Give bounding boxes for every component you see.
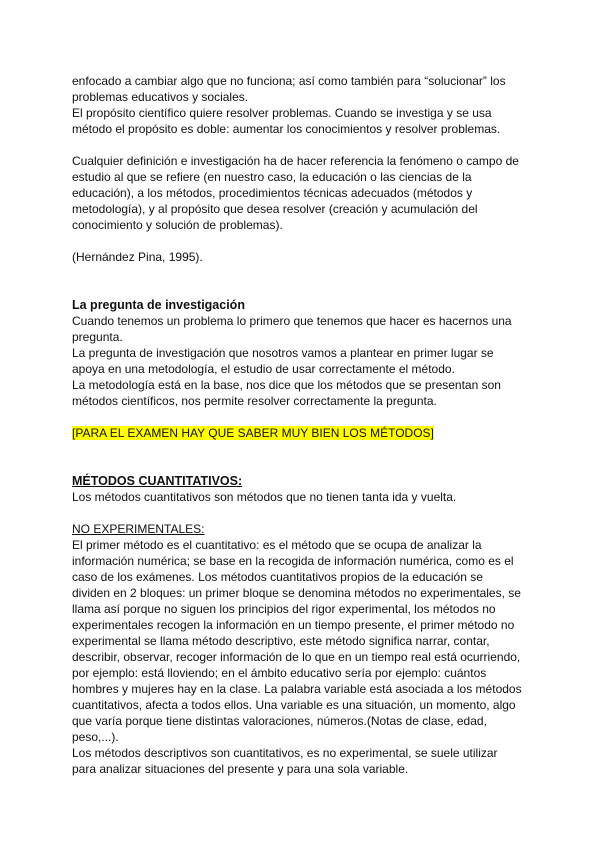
paragraph-proposito: enfocado a cambiar algo que no funciona; así como también para “solucionar” los problemas educativos y sociales. El propósito científico quiere resolver problemas. Cuando se investiga y se usa método el propósito es doble: aumentar los conocimientos y resolver problemas. [72, 74, 506, 136]
paragraph-no-experimentales: El primer método es el cuantitativo: es el método que se ocupa de analizar la información numérica; se base en la recogida de información numérica, como es el caso de los exámenes. Los métodos cuantitativos propios de la educación se dividen en 2 bloques: un primer bloque se denomina métodos no experimentales, se llama así porque no siguen los principios del rigor experimental, los métodos no experimentales recogen la información en un tiempo presente, el primer método no experimental se llama método descriptivo, este método significa narrar, contar, describir, observar, recoger información de lo que en un tiempo real está ocurriendo, por ejemplo: está lloviendo; en el ámbito educativo sería por ejemplo: cuántos hombres y mujeres hay en la clase. La palabra variable está asociada a los métodos cuantitativos, afecta a todos ellos. Una variable es una situación, un momento, algo que varía porque tiene distintas valoraciones, números.(Notas de clase, edad, peso,...). Los métodos descriptivos son cuantitativos, es no experimental, se suele utilizar para analizar situaciones del presente y para una sola variable. [72, 538, 522, 776]
paragraph-definicion: Cualquier definición e investigación ha de hacer referencia la fenómeno o campo de estudio al que se refiere (en nuestro caso, la educación o las ciencias de la educación), a los métodos, procedimientos técnicas adecuados (métodos y metodología), y al propósito que desea resolver (creación y acumulación del conocimiento y solución de problemas). [72, 154, 519, 232]
exam-note [72, 425, 532, 441]
section-heading-metodos: MÉTODOS CUANTITATIVOS: [72, 474, 243, 488]
highlight-text: [PARA EL EXAMEN HAY QUE SABER MUY BIEN LOS MÉTODOS] [72, 426, 434, 440]
section-heading-pregunta: La pregunta de investigación [72, 298, 245, 312]
paragraph-pregunta: Cuando tenemos un problema lo primero que tenemos que hacer es hacernos una pregunta. La pregunta de investigación que nosotros vamos a plantear en primer lugar se apoya en una metodología, el estudio de usar correctamente el método. La metodología está en la base, nos dice que los métodos que se presentan son métodos científicos, nos permite resolver correctamente la pregunta. [72, 314, 512, 408]
citation: (Hernández Pina, 1995). [72, 250, 203, 264]
subheading-no-experimentales: NO EXPERIMENTALES: [72, 522, 205, 536]
paragraph-metodos-intro: Los métodos cuantitativos son métodos que no tienen tanta ida y vuelta. [72, 490, 457, 504]
